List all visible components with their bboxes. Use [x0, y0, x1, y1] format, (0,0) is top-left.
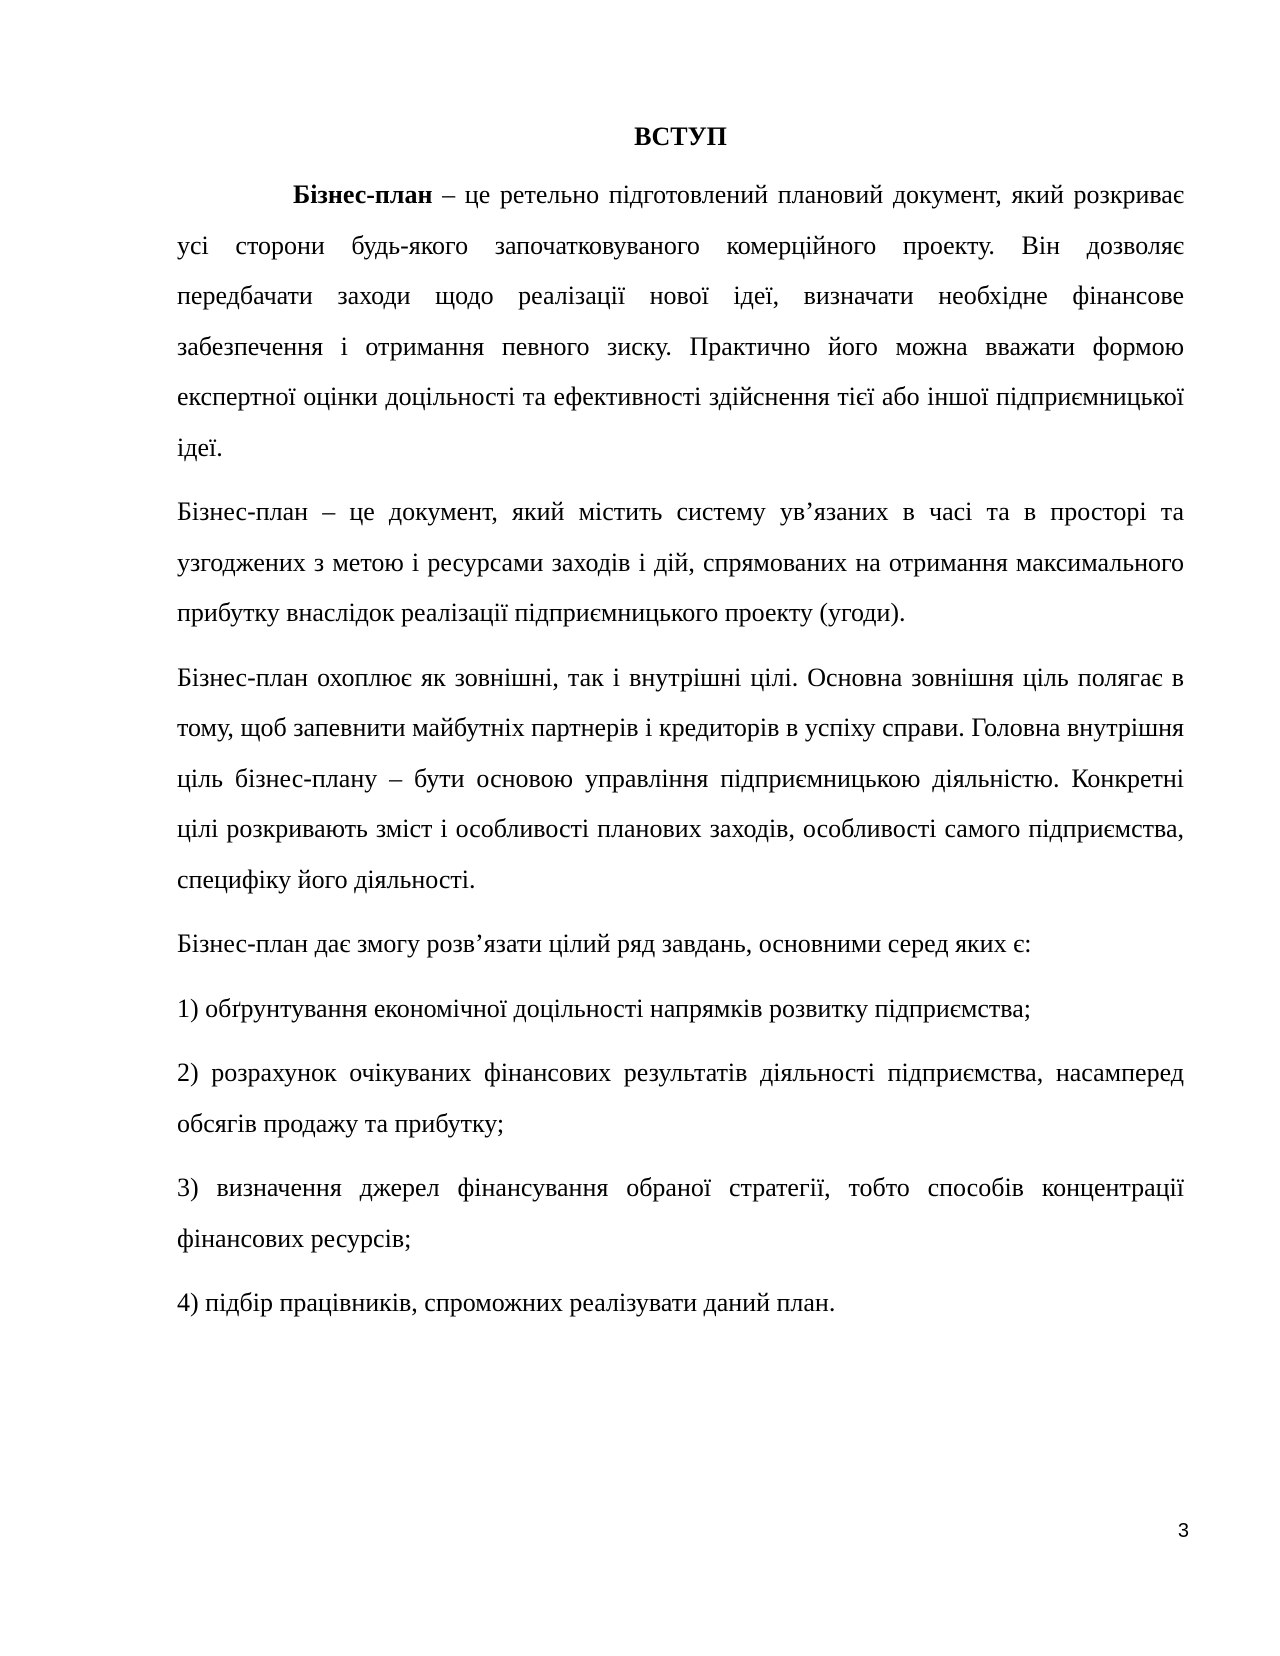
paragraph-document-definition: Бізнес-план – це документ, який містить систему ув’язаних в часі та в просторі та узгоджених з метою і ресурсами заходів і дій, спрямованих на отримання максимального прибутку внаслідок реалізації підприємницького проекту (угоди). — [177, 497, 1184, 627]
paragraph-tasks-intro: Бізнес-план дає змогу розв’язати цілий ряд завдань, основними серед яких є: — [177, 929, 1032, 958]
list-item-1: 1) обґрунтування економічної доцільності напрямків розвитку підприємства; — [177, 993, 1031, 1023]
list-item-2: 2) розрахунок очікуваних фінансових результатів діяльності підприємства, насамперед обсягів продажу та прибутку; — [177, 1058, 1184, 1138]
paragraph-definition — [177, 170, 1184, 473]
paragraph-goals: Бізнес-план охоплює як зовнішні, так і внутрішні цілі. Основна зовнішня ціль полягає в тому, щоб запевнити майбутніх партнерів і кредиторів в успіху справи. Головна внутрішня ціль бізнес-плану – бути основою управління підприємницькою діяльністю. Конкретні цілі розкривають зміст і особливості планових заходів, особливості самого підприємства, специфіку його діяльності. — [177, 662, 1184, 894]
list-item-3: 3) визначення джерел фінансування обраної стратегії, тобто способів концентрації фінансових ресурсів; — [177, 1173, 1184, 1253]
paragraph-text: – це ретельно підготовлений плановий документ, який розкриває усі сторони будь-якого започатковуваного комерційного проекту. Він дозволяє передбачати заходи щодо реалізації нової ідеї, визначати необхідне фінансове забезпечення і отримання певного зиску. Практично його можна вважати формою експертної оцінки доцільності та ефективності здійснення тієї або іншої підприємницької ідеї. — [177, 180, 1184, 462]
term-business-plan: Бізнес-план — [293, 180, 433, 209]
list-item-4: 4) підбір працівників, спроможних реалізувати даний план. — [177, 1288, 836, 1317]
page-title: ВСТУП — [634, 122, 727, 151]
page-number: 3 — [1177, 1520, 1189, 1542]
page-content — [177, 112, 1184, 1343]
